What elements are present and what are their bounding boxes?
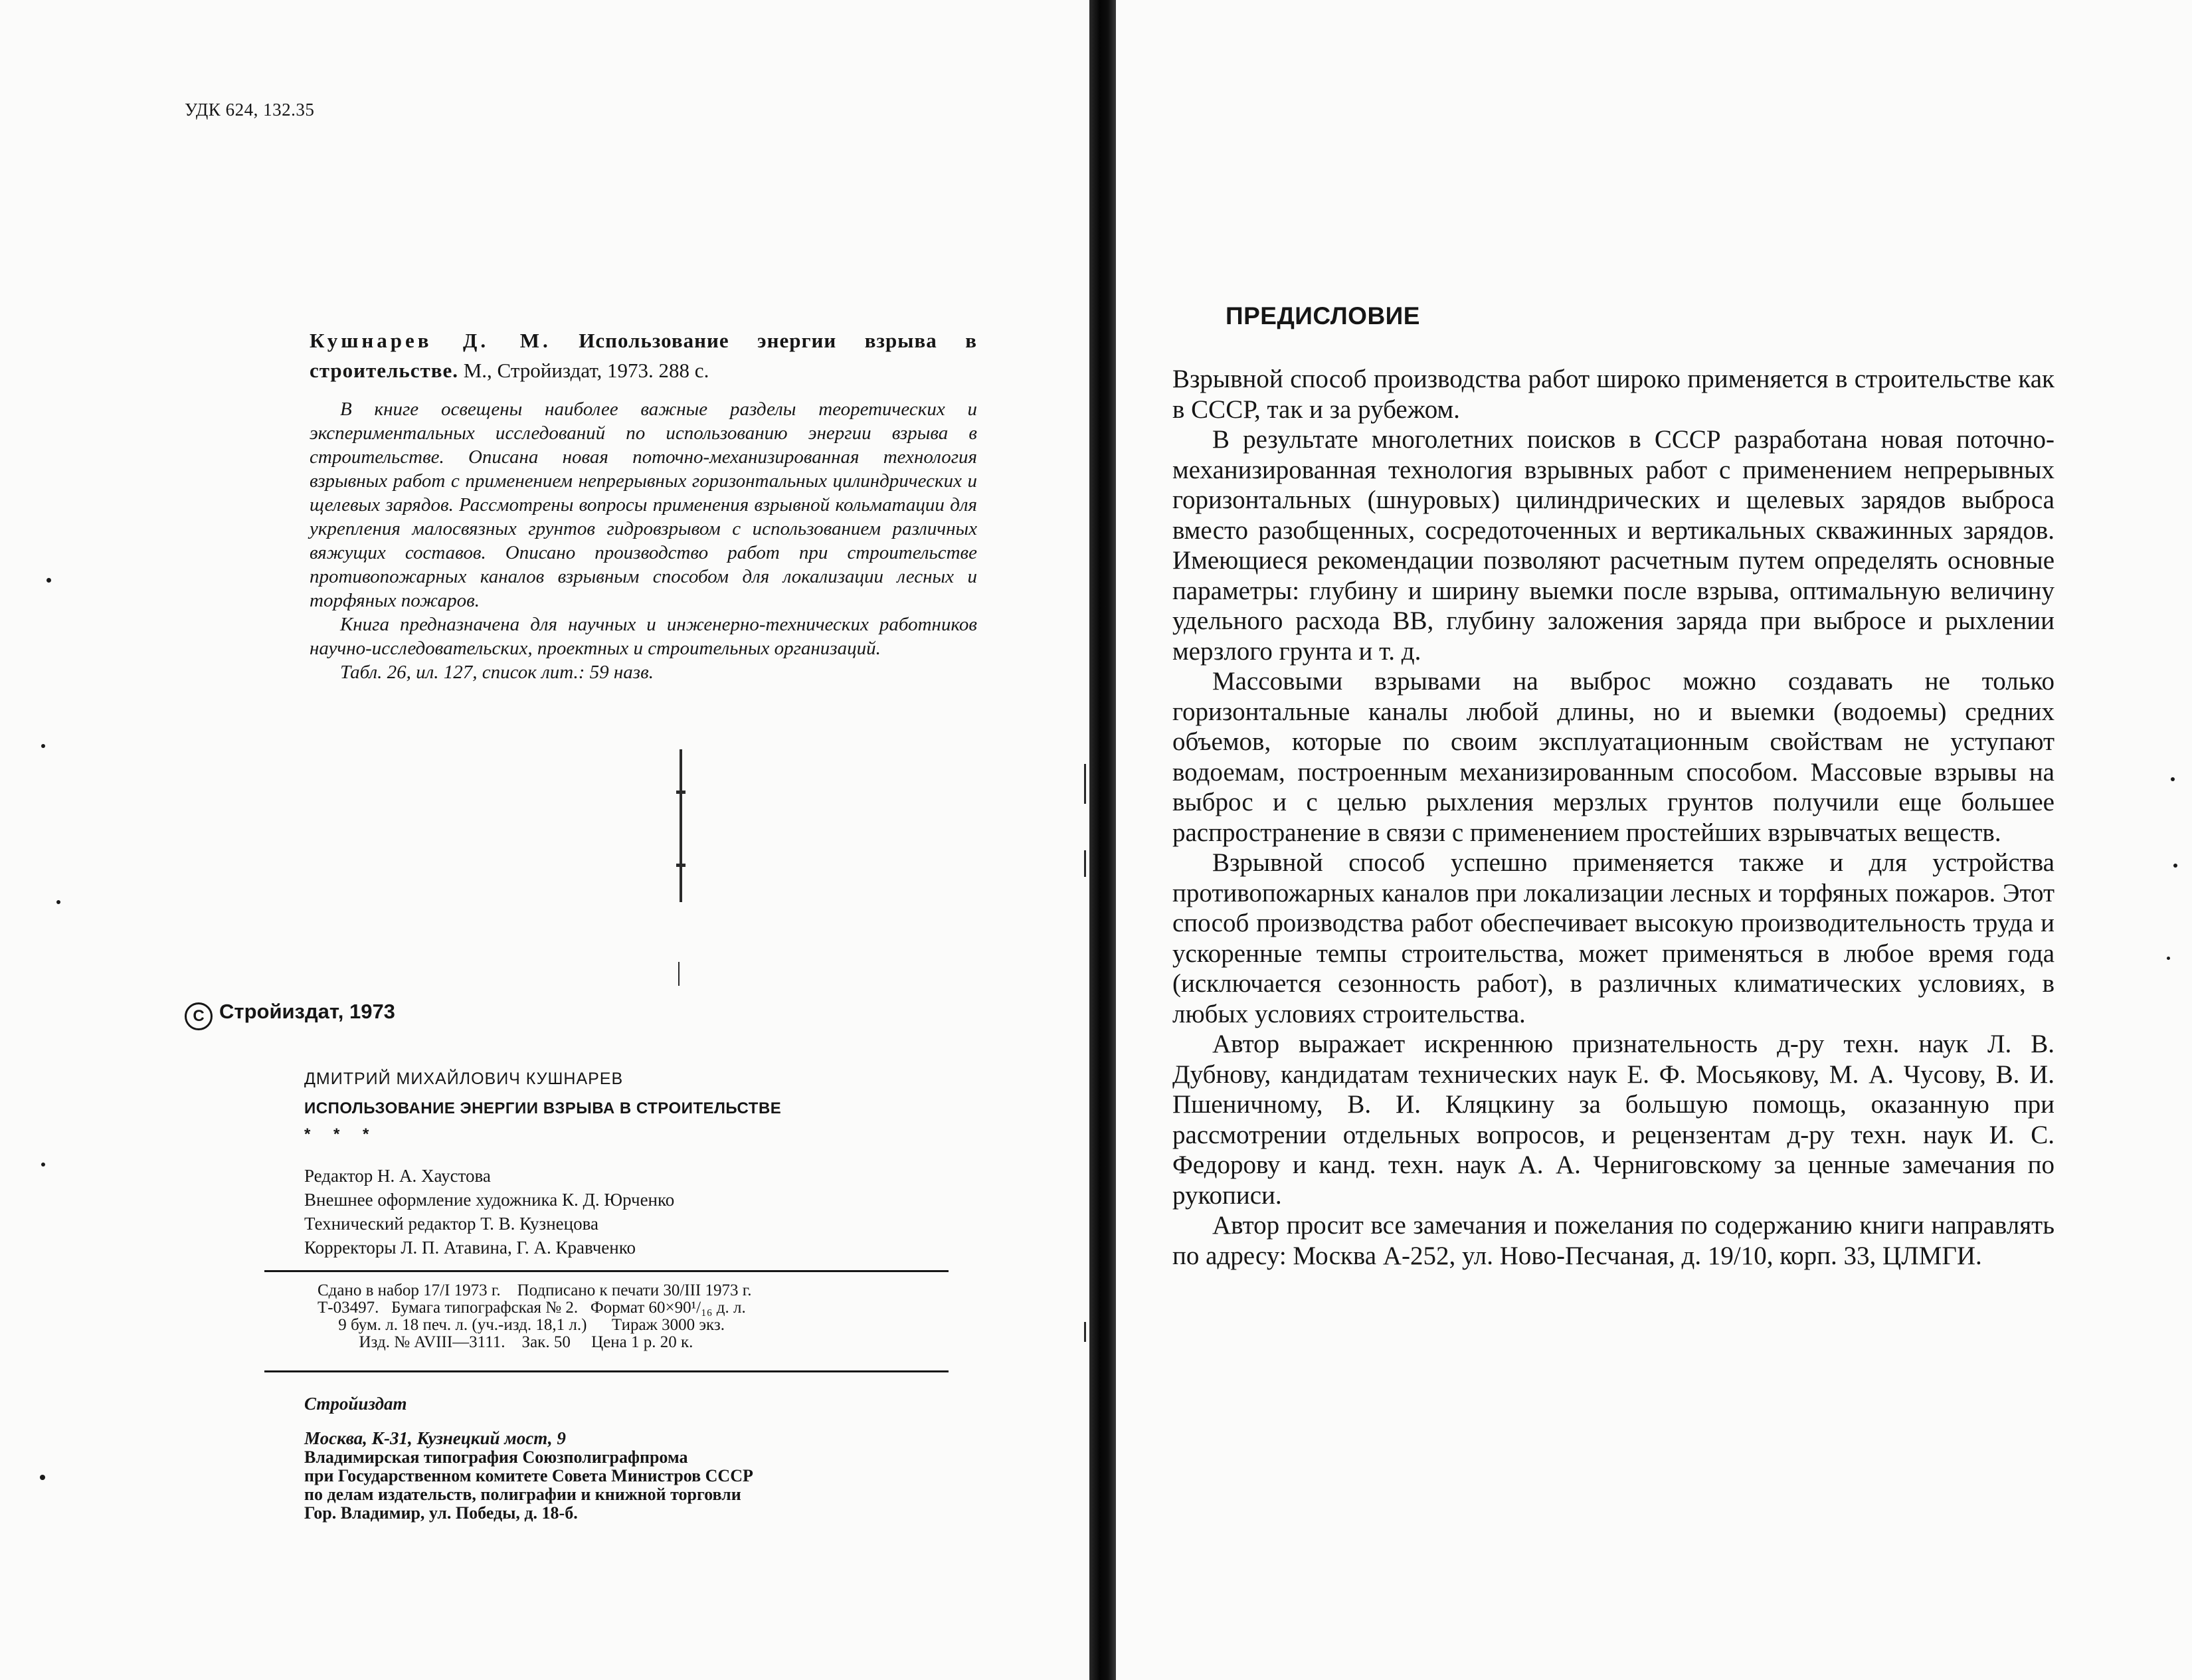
foreword-paragraph: В результате многолетних поисков в СССР разработана новая поточно-механизированная технология взрывных работ с применением непрерывных горизонтальных (шнуровых) цилиндрических и щелевых зарядов выброса вместо разобщенных, сосредоточенных и вертикальных скважинных зарядов. Имеющиеся рекомендации позволяют расчетным путем определять основные параметры: глубину и ширину выемки после взрыва, оптимальную величину удельного расхода ВВ, глубину заложения заряда при выбросе и рыхлении мерзлого грунта и т. д.	[1172, 425, 2055, 666]
pub-data-line: Сдано в набор 17/I 1973 г. Подписано к печати 30/III 1973 г.	[318, 1281, 752, 1299]
scan-mark	[676, 864, 685, 867]
printer-line: при Государственном комитете Совета Министров СССР	[304, 1466, 753, 1485]
pub-data-line: Т-03497. Бумага типографская № 2. Формат 60×90¹/₁₆ д. л.	[318, 1299, 746, 1317]
scan-mark	[1084, 764, 1086, 804]
scan-speck	[2173, 864, 2177, 868]
citation-author: Кушнарев Д. М.	[310, 329, 551, 352]
citation-details: М., Стройиздат, 1973. 288 с.	[463, 359, 709, 382]
editorial-staff	[304, 1164, 674, 1260]
abstract-paragraph: В книге освещены наиболее важные разделы теоретических и экспериментальных исследований по использованию энергии взрыва в строительстве. Описана новая поточно-механизированная технология взрывных работ с применением непрерывных горизонтальных цилиндрических и щелевых зарядов. Рассмотрены вопросы применения взрывной кольматации для укрепления малосвязных грунтов гидровзрывом с использованием различных вяжущих составов. Описано производство работ при строительстве противопожарных каналов взрывным способом для локализации лесных и торфяных пожаров.	[310, 399, 977, 611]
copyright-text: Стройиздат, 1973	[219, 1000, 395, 1023]
publisher-name: Стройиздат	[304, 1394, 407, 1414]
divider-rule	[264, 1270, 949, 1272]
citation-title: Использование энергии взрыва в строительстве.	[310, 329, 977, 382]
scan-speck	[2167, 957, 2170, 960]
abstract-paragraph: Табл. 26, ил. 127, список лит.: 59 назв.	[340, 662, 654, 683]
foreword-paragraph: Взрывной способ успешно применяется также и для устройства противопожарных каналов при локализации лесных и торфяных пожаров. Этот способ производства работ обеспечивает высокую производительность труда и ускоренные темпы строительства, может применяться в любое время года (исключается сезонность работ), в различных климатических условиях, в любых условиях строительства.	[1172, 848, 2055, 1028]
publisher-block	[304, 1386, 566, 1455]
scan-mark	[1084, 1322, 1086, 1342]
scan-speck	[41, 1163, 45, 1167]
divider-rule	[264, 1370, 949, 1372]
publisher-address: Москва, К-31, Кузнецкий мост, 9	[304, 1428, 566, 1448]
staff-line: Корректоры Л. П. Атавина, Г. А. Кравченко	[304, 1238, 636, 1258]
printer-line: Владимирская типография Союзполиграфпрома	[304, 1447, 688, 1467]
copyright-line	[185, 1000, 395, 1030]
copyright-icon: C	[185, 1002, 213, 1030]
scan-speck	[56, 900, 60, 904]
pub-data-line: 9 бум. л. 18 печ. л. (уч.-изд. 18,1 л.) Тираж 3000 экз.	[318, 1316, 725, 1334]
printer-line: по делам издательств, полиграфии и книжной торговли	[304, 1485, 741, 1504]
imprint-author: ДМИТРИЙ МИХАЙЛОВИЧ КУШНАРЕВ	[304, 1070, 624, 1088]
staff-line: Редактор Н. А. Хаустова	[304, 1166, 491, 1186]
scan-speck	[46, 578, 51, 583]
abstract	[310, 397, 977, 684]
bibliographic-citation	[310, 326, 977, 385]
abstract-paragraph: Книга предназначена для научных и инженерно-технических работников научно-исследовательских, проектных и строительных организаций.	[310, 614, 977, 659]
left-page	[0, 0, 1089, 1680]
foreword-paragraph: Взрывной способ производства работ широко применяется в строительстве как в СССР, так и за рубежом.	[1172, 365, 2055, 424]
scan-mark	[678, 962, 680, 986]
foreword-paragraph: Автор выражает искреннюю признательность д-ру техн. наук Л. В. Дубнову, кандидатам технических наук Е. Ф. Мосьякову, М. А. Чусову, В. И. Пшеничному, В. И. Кляцкину за большую помощь, оказанную при рассмотрении отдельных вопросов, и рецензентам д-ру техн. наук И. С. Федорову и канд. техн. наук А. А. Черниговскому за ценные замечания по рукописи.	[1172, 1030, 2055, 1210]
book-gutter	[1089, 0, 1116, 1680]
udc-code: УДК 624, 132.35	[185, 100, 315, 120]
pub-data-line: Изд. № AVIII—3111. Зак. 50 Цена 1 р. 20 к.	[318, 1333, 693, 1351]
foreword-paragraph: Автор просит все замечания и пожелания по содержанию книги направлять по адресу: Москва А-252, ул. Ново-Песчаная, д. 19/10, корп. 33, ЦЛМГИ.	[1172, 1211, 2055, 1270]
scan-speck	[40, 1475, 45, 1480]
scan-mark	[676, 791, 685, 794]
foreword-heading: ПРЕДИСЛОВИЕ	[1226, 302, 1420, 329]
scan-speck	[41, 744, 45, 748]
staff-line: Внешнее оформление художника К. Д. Юрченко	[304, 1190, 675, 1210]
scan-mark	[680, 749, 682, 902]
printer-line: Гор. Владимир, ул. Победы, д. 18-б.	[304, 1503, 578, 1523]
foreword-paragraph: Массовыми взрывами на выброс можно создавать не только горизонтальные каналы любой длины, но и выемки (водоемы) средних объемов, которые по своим эксплуатационным свойствам не уступают водоемам, построенным механизированным способом. Массовые взрывы на выброс и с целью рыхления мерзлых грунтов получили еще большее распространение в связи с применением простейших взрывчатых веществ.	[1172, 667, 2055, 847]
staff-line: Технический редактор Т. В. Кузнецова	[304, 1214, 598, 1234]
printer-block	[304, 1448, 753, 1523]
scan-speck	[2171, 777, 2175, 781]
imprint-separator: * * *	[304, 1125, 379, 1143]
imprint-title: ИСПОЛЬЗОВАНИЕ ЭНЕРГИИ ВЗРЫВА В СТРОИТЕЛЬСТВЕ	[304, 1099, 782, 1117]
foreword-text	[1172, 364, 2055, 1271]
scan-mark	[1084, 850, 1086, 877]
publication-data	[318, 1282, 751, 1351]
